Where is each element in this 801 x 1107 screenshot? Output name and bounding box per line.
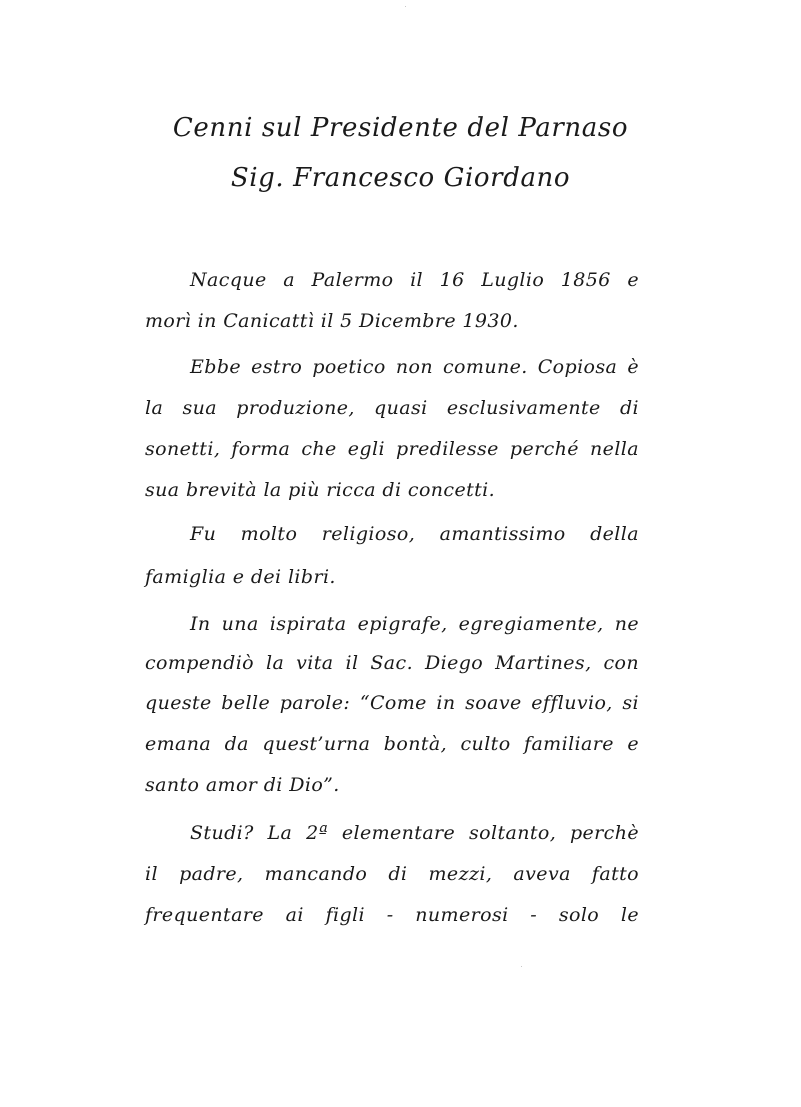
paragraph-line: frequentare ai figli - numerosi - solo le <box>145 904 639 926</box>
heading-line-1: Cenni sul Presidente del Parnaso <box>172 113 629 143</box>
paragraph-line: morì in Canicattì il 5 Dicembre 1930. <box>145 310 519 332</box>
paragraph-line: famiglia e dei libri. <box>145 566 336 588</box>
paragraph-line: In una ispirata epigrafe, egregiamente, ne <box>190 613 639 635</box>
heading-line-2: Sig. Francesco Giordano <box>230 163 571 193</box>
paragraph-line: Fu molto religioso, amantissimo della <box>190 523 639 545</box>
paragraph-line: il padre, mancando di mezzi, aveva fatto <box>145 863 639 885</box>
paragraph-line: sonetti, forma che egli predilesse perché nella <box>145 438 639 460</box>
paragraph-line: queste belle parole: “Come in soave effluvio, si <box>145 692 639 714</box>
paragraph-line: santo amor di Dio”. <box>145 774 340 796</box>
scan-speck <box>405 6 406 7</box>
paragraph-line: Nacque a Palermo il 16 Luglio 1856 e <box>190 269 639 291</box>
paragraph-line: compendiò la vita il Sac. Diego Martines, con <box>145 652 639 674</box>
paragraph-line: sua brevità la più ricca di concetti. <box>145 479 496 501</box>
paragraph-line: Studi? La 2ª elementare soltanto, perchè <box>190 822 639 844</box>
paragraph-line: la sua produzione, quasi esclusivamente di <box>145 397 639 419</box>
paragraph-line: Ebbe estro poetico non comune. Copiosa è <box>190 356 639 378</box>
paragraph-line: emana da quest’urna bontà, culto familiare e <box>145 733 639 755</box>
scan-speck <box>521 966 522 967</box>
